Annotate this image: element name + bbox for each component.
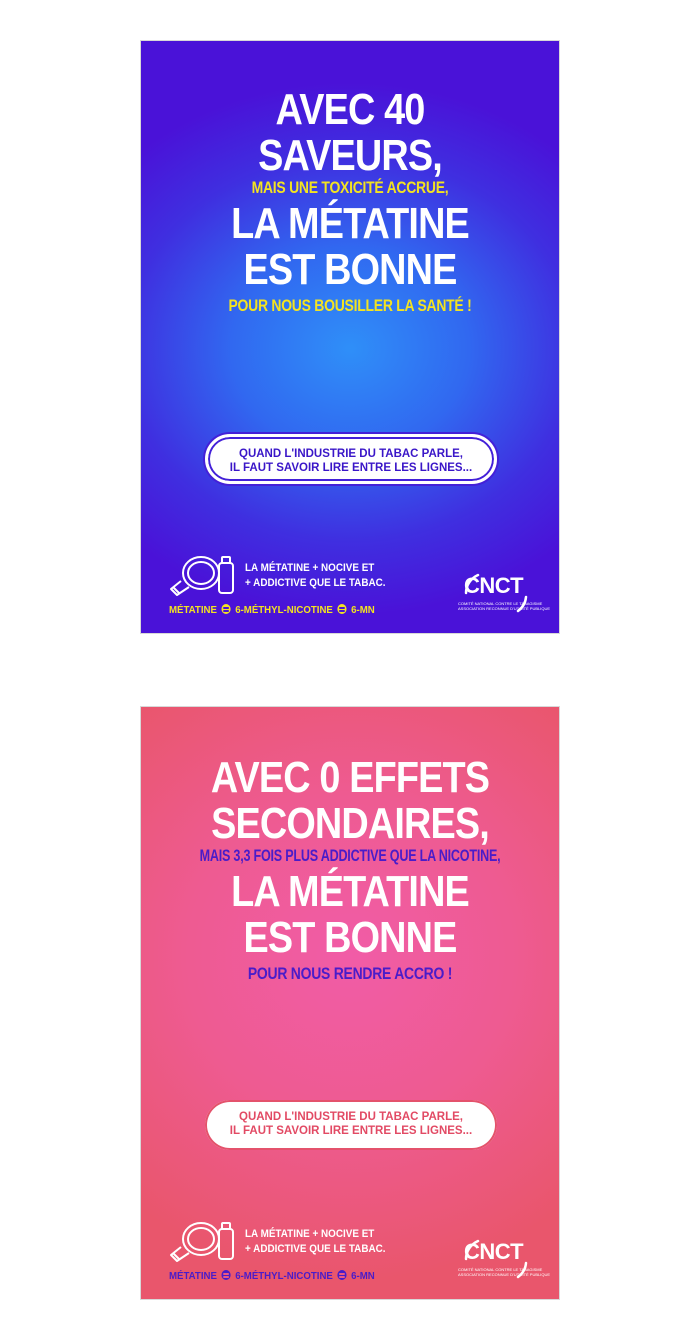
pill-line-2: IL FAUT SAVOIR LIRE ENTRE LES LIGNES... <box>229 462 473 474</box>
claim-line-1: LA MÉTATINE + NOCIVE ET <box>245 562 375 574</box>
claim-line-2: + ADDICTIVE QUE LE TABAC. <box>245 577 386 589</box>
nicotine-pouch-can-icon <box>167 551 239 599</box>
pill-line-1: QUAND L'INDUSTRIE DU TABAC PARLE, <box>239 1111 463 1123</box>
health-claim <box>245 561 401 591</box>
equals-icon <box>221 1270 230 1280</box>
headline-line-2: SAVEURS, <box>258 131 442 180</box>
headline-line-3: LA MÉTATINE <box>231 867 469 916</box>
formula-term-b: 6-MÉTHYL-NICOTINE <box>235 604 333 616</box>
formula-term-b: 6-MÉTHYL-NICOTINE <box>235 1270 333 1282</box>
subline-2: POUR NOUS BOUSILLER LA SANTÉ ! <box>228 296 472 315</box>
formula-term-c: 6-MN <box>351 604 375 616</box>
headline-line-1: AVEC 40 <box>275 85 425 134</box>
claim-line-1: LA MÉTATINE + NOCIVE ET <box>245 1228 375 1240</box>
pill-line-1: QUAND L'INDUSTRIE DU TABAC PARLE, <box>239 448 463 460</box>
logo-subtitle <box>458 601 550 611</box>
headline-line-4: EST BONNE <box>243 245 457 294</box>
logo-subtitle-1: COMITÉ NATIONAL CONTRE LE TABAGISME <box>458 1267 543 1272</box>
formula-line <box>169 604 375 616</box>
logo-wordmark: CNCT <box>464 573 524 598</box>
poster-saveurs <box>140 40 560 634</box>
claim-line-2: + ADDICTIVE QUE LE TABAC. <box>245 1243 386 1255</box>
equals-icon <box>221 604 230 614</box>
health-claim <box>245 1227 401 1257</box>
cnct-logo <box>456 1237 551 1283</box>
poster-effets-secondaires <box>140 706 560 1300</box>
nicotine-pouch-can-icon <box>167 1217 239 1265</box>
cnct-logo <box>456 571 551 617</box>
subline-1: MAIS 3,3 FOIS PLUS ADDICTIVE QUE LA NICOTINE, <box>199 846 501 865</box>
headline-line-4: EST BONNE <box>243 913 457 962</box>
headline-line-3: LA MÉTATINE <box>231 199 469 248</box>
equals-icon <box>337 1270 346 1280</box>
logo-subtitle-2: ASSOCIATION RECONNUE D'UTILITÉ PUBLIQUE <box>458 1272 551 1277</box>
subline-2: POUR NOUS RENDRE ACCRO ! <box>247 964 453 983</box>
tagline-pill <box>205 434 497 484</box>
equals-icon <box>337 604 346 614</box>
formula-term-c: 6-MN <box>351 1270 375 1282</box>
headline <box>141 87 559 317</box>
formula-line <box>169 1270 375 1282</box>
headline-line-1: AVEC 0 EFFETS <box>210 753 490 802</box>
headline-line-2: SECONDAIRES, <box>211 799 489 848</box>
formula-term-a: MÉTATINE <box>169 604 217 616</box>
subline-1: MAIS UNE TOXICITÉ ACCRUE, <box>251 178 449 197</box>
logo-subtitle-1: COMITÉ NATIONAL CONTRE LE TABAGISME <box>458 601 543 606</box>
headline <box>141 755 559 985</box>
logo-subtitle-2: ASSOCIATION RECONNUE D'UTILITÉ PUBLIQUE <box>458 606 551 611</box>
formula-term-a: MÉTATINE <box>169 1270 217 1282</box>
tagline-pill <box>205 1100 497 1150</box>
pill-line-2: IL FAUT SAVOIR LIRE ENTRE LES LIGNES... <box>229 1125 473 1137</box>
logo-wordmark: CNCT <box>464 1239 524 1264</box>
logo-subtitle <box>458 1267 550 1277</box>
